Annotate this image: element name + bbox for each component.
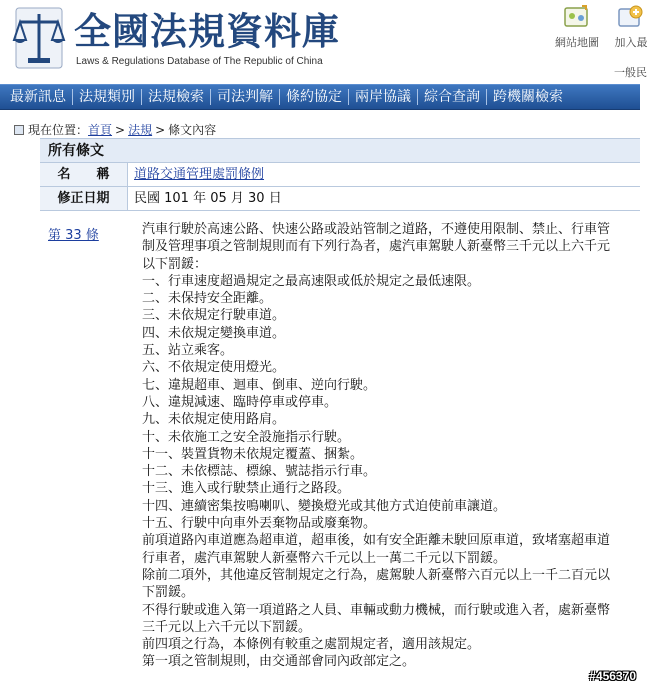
article-item: 十三、進入或行駛禁止通行之路段。 bbox=[142, 481, 351, 497]
article-item: 十一、裝置貨物未依規定覆蓋、捆紮。 bbox=[142, 446, 364, 462]
breadcrumb-home-link[interactable]: 首頁 bbox=[88, 123, 113, 137]
amend-date-label: 修正日期 bbox=[40, 187, 128, 210]
article-paragraph: 汽車行駛於高速公路、快速公路或設站管制之道路，不遵使用限制、禁止、行車管制及管理事項之管制規則而有下列行為者，處汽車駕駛人新臺幣三千元以上六千元以下罰鍰： bbox=[142, 222, 611, 272]
amend-date-value: 民國 101 年 05 月 30 日 bbox=[134, 191, 282, 206]
breadcrumb-separator: > bbox=[115, 122, 126, 137]
article-item: 二、未保持安全距離。 bbox=[142, 291, 273, 307]
all-articles-heading: 所有條文 bbox=[40, 139, 640, 163]
nav-cross-strait-agreements[interactable]: 兩岸協議 bbox=[355, 89, 411, 105]
nav-treaties[interactable]: 條約協定 bbox=[286, 89, 342, 105]
article-paragraph: 第一項之管制規則，由交通部會同內政部定之。 bbox=[142, 654, 416, 670]
nav-latest-news[interactable]: 最新訊息 bbox=[10, 89, 66, 105]
nav-combined-search[interactable]: 綜合查詢 bbox=[424, 89, 480, 105]
nav-judicial-interpretations[interactable]: 司法判解 bbox=[217, 89, 273, 105]
breadcrumb-laws-link[interactable]: 法規 bbox=[128, 123, 153, 137]
site-header bbox=[0, 0, 648, 84]
article-item: 九、未依規定使用路肩。 bbox=[142, 412, 286, 428]
article-item: 七、違規超車、迴車、倒車、逆向行駛。 bbox=[142, 377, 377, 393]
location-icon bbox=[14, 125, 24, 135]
article-item: 五、站立乘客。 bbox=[142, 343, 234, 359]
article-paragraph: 不得行駛或進入第一項道路之人員、車輛或動力機械，而行駛或進入者，處新臺幣三千元以上六千元以下罰鍰。 bbox=[142, 602, 611, 635]
add-favorite-link[interactable] bbox=[606, 4, 656, 50]
site-title[interactable]: 全國法規資料庫 bbox=[74, 10, 340, 53]
article-item: 十五、行駛中向車外丟棄物品或廢棄物。 bbox=[142, 516, 377, 532]
article-item: 四、未依規定變換車道。 bbox=[142, 325, 286, 341]
law-name-link[interactable]: 道路交通管理處罰條例 bbox=[134, 167, 265, 182]
amend-date-row bbox=[40, 187, 640, 211]
main-nav bbox=[0, 84, 640, 110]
justice-scales-logo-icon[interactable] bbox=[10, 6, 68, 70]
nav-cross-agency-search[interactable]: 跨機關檢索 bbox=[493, 89, 563, 105]
article-item: 十二、未依標誌、標線、號誌指示行車。 bbox=[142, 464, 377, 480]
sitemap-label: 網站地圖 bbox=[555, 36, 599, 49]
breadcrumb-current: 條文內容 bbox=[168, 123, 217, 137]
article-paragraph: 前四項之行為，本條例有較重之處罰規定者，適用該規定。 bbox=[142, 637, 481, 653]
user-level-text[interactable]: 一般民 bbox=[614, 66, 647, 79]
breadcrumb-prefix: 現在位置： bbox=[28, 123, 89, 137]
nav-law-categories[interactable]: 法規類別 bbox=[79, 89, 135, 105]
article-item: 六、不依規定使用燈光。 bbox=[142, 360, 286, 376]
article-paragraph: 除前二項外，其他違反管制規定之行為，處駕駛人新臺幣六百元以上一千二百元以下罰鍰。 bbox=[142, 567, 611, 601]
article-item: 十、未依施工之安全設施指示行駛。 bbox=[142, 429, 351, 445]
article-item: 八、違規減速、臨時停車或停車。 bbox=[142, 394, 338, 410]
breadcrumb bbox=[14, 121, 216, 138]
sitemap-icon bbox=[562, 4, 592, 30]
article-content bbox=[142, 221, 620, 671]
article-number-link[interactable]: 第 33 條 bbox=[48, 228, 99, 243]
law-name-row bbox=[40, 163, 640, 187]
sitemap-link[interactable] bbox=[552, 4, 602, 50]
law-info-table bbox=[40, 138, 640, 211]
favorite-label: 加入最 bbox=[614, 36, 648, 49]
favorite-icon bbox=[616, 4, 646, 30]
article-paragraph: 前項道路內車道應為超車道，超車後，如有安全距離未駛回原車道，致堵塞超車道行車者，處汽車駕駛人新臺幣六千元以上一萬二千元以下罰鍰。 bbox=[142, 533, 611, 566]
site-subtitle: Laws & Regulations Database of The Republic of China bbox=[76, 56, 323, 67]
breadcrumb-separator: > bbox=[155, 122, 166, 137]
article-item: 三、未依規定行駛車道。 bbox=[142, 308, 286, 324]
nav-law-search[interactable]: 法規檢索 bbox=[148, 89, 204, 105]
article-item: 十四、連續密集按鳴喇叭、變換燈光或其他方式迫使前車讓道。 bbox=[142, 498, 507, 514]
image-watermark: #456370 bbox=[589, 669, 636, 683]
law-name-label: 名 稱 bbox=[40, 163, 128, 186]
article-item: 一、行車速度超過規定之最高速限或低於規定之最低速限。 bbox=[142, 273, 481, 289]
